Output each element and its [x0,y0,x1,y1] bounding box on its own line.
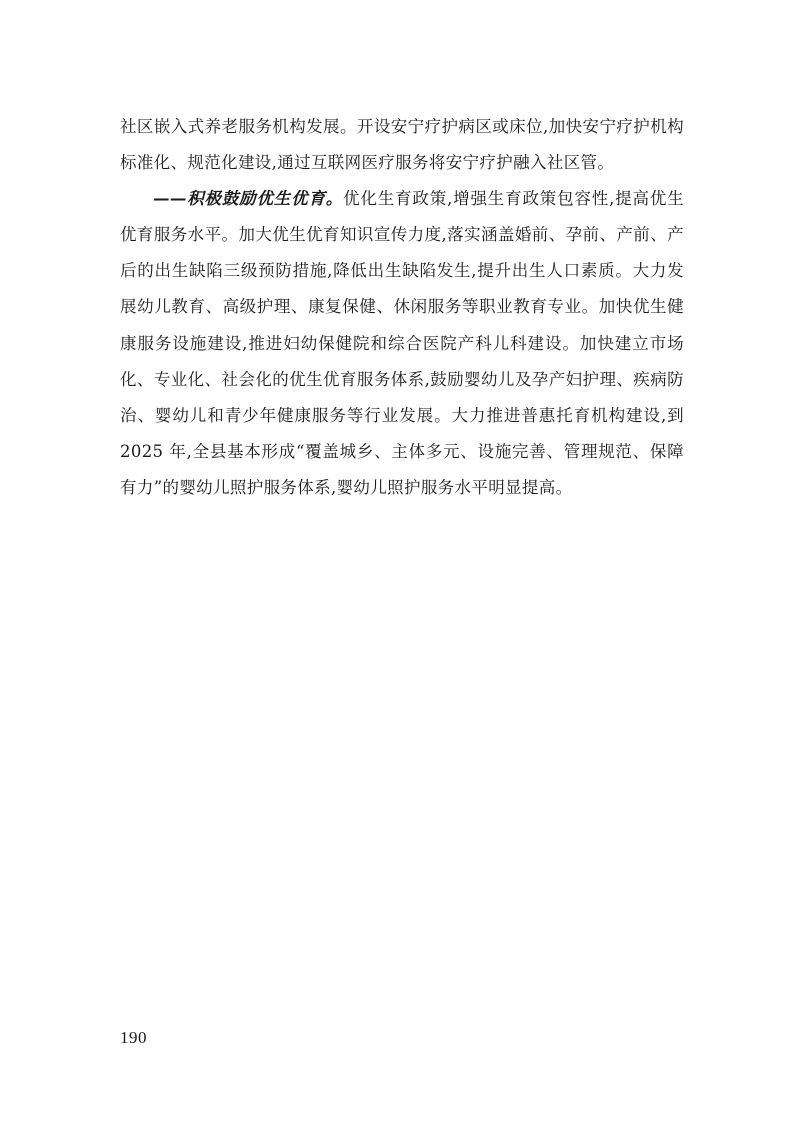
paragraph-continuation: 社区嵌入式养老服务机构发展。开设安宁疗护病区或床位,加快安宁疗护机构标准化、规范化建设,通过互联网医疗服务将安宁疗护融入社区管。 [120,117,684,173]
page-number: 190 [120,1028,147,1047]
body-text [120,109,684,506]
paragraph-optimal-birth [120,181,684,506]
paragraph-body: 优化生育政策,增强生育政策包容性,提高优生优育服务水平。加大优生优育知识宣传力度,落实涵盖婚前、孕前、产前、产后的出生缺陷三级预防措施,降低出生缺陷发生,提升出生人口素质。大力发展幼儿教育、高级护理、康复保健、休闲服务等职业教育专业。加快优生健康服务设施建设,推进妇幼保健院和综合医院产科儿科建设。加快建立市场化、专业化、社会化的优生优育服务体系,鼓励婴幼儿及孕产妇护理、疾病防治、婴幼儿和青少年健康服务等行业发展。大力推进普惠托育机构建设,到 2025 年,全县基本形成“覆盖城乡、主体多元、设施完善、管理规范、保障有力”的婴幼儿照护服务体系,婴幼儿照护服务水平明显提高。 [120,189,684,497]
paragraph-heading: ——积极鼓励优生优育。 [153,189,344,209]
